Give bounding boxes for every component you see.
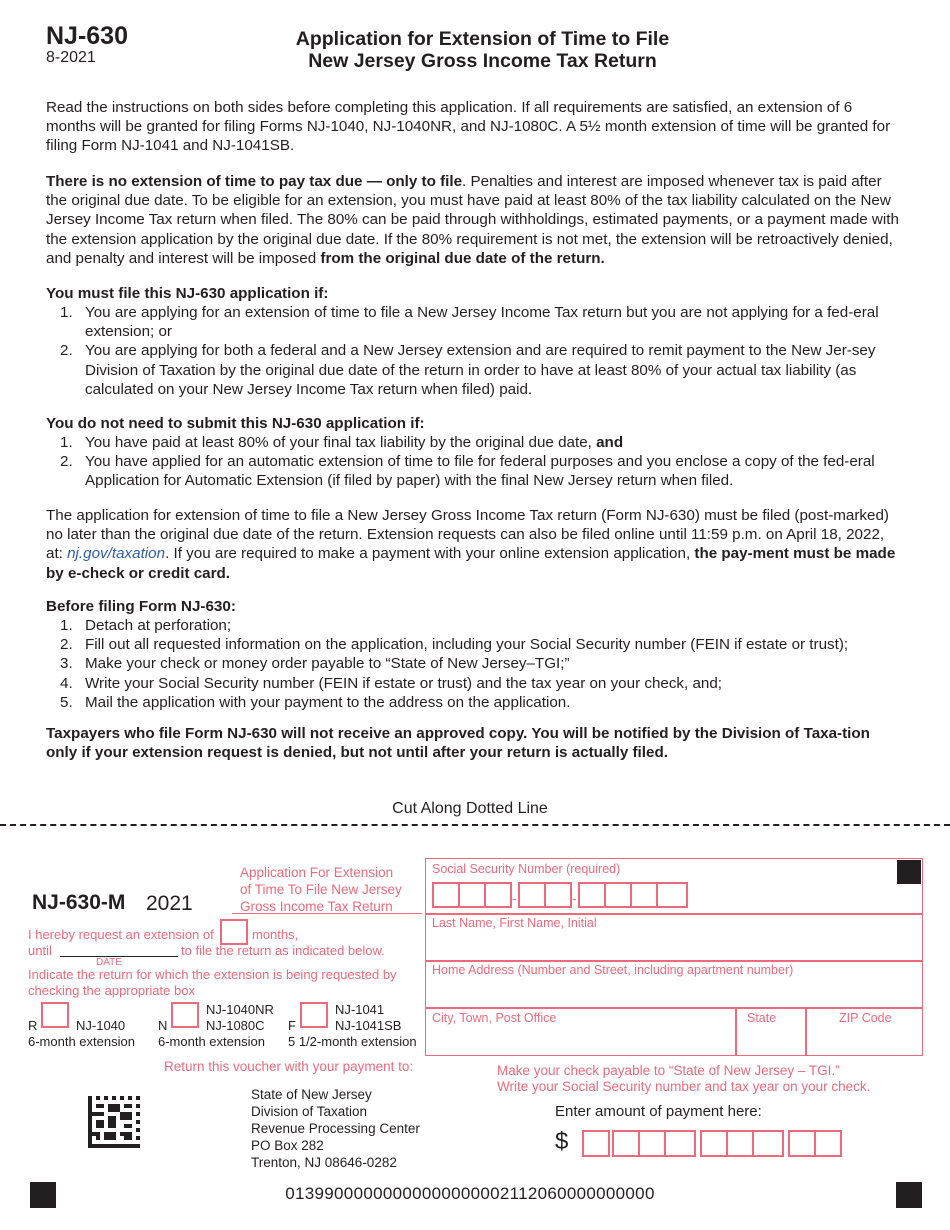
check-ssn-text: Write your Social Security number and tax year on your check. bbox=[497, 1079, 871, 1094]
payment-text: . Penalties and interest are imposed whenever tax is paid after the original due date. To be eligible for an extension, you must have paid at least 80% of the tax liability calculated on the New Jersey Income Tax return when filed. The 80% can be paid through withholdings, estimated payments, or a payment made with the extension application by the original due date. If the 80% requirement is not met, the extension will be retroactively denied, and penalty and interest will be imposed bbox=[46, 173, 899, 267]
must-file-list bbox=[46, 303, 904, 399]
ssn-separator: - bbox=[572, 890, 577, 906]
online-bold: the pay-ment must be made by e-check or credit card. bbox=[46, 545, 896, 582]
list-text: Write your Social Security number (FEIN if estate or trust) and the tax year on your check, and; bbox=[85, 674, 723, 692]
ssn-digit[interactable] bbox=[518, 882, 546, 908]
payment-cents-digit[interactable] bbox=[788, 1130, 816, 1157]
list-bold: and bbox=[596, 434, 624, 451]
not-needed-list bbox=[46, 433, 904, 491]
intro-paragraph: Read the instructions on both sides before completing this application. If all requirements are satisfied, an extension of 6 months will be granted for filing Forms NJ-1040, NJ-1040NR, and NJ-1080C. A 5½ month extension of time will be granted for filing Form NJ-1041 and NJ-1041SB. bbox=[46, 99, 891, 155]
payment-digit[interactable] bbox=[612, 1130, 640, 1157]
payment-digit[interactable] bbox=[700, 1130, 728, 1157]
list-item bbox=[46, 674, 904, 693]
indicate-text: Indicate the return for which the extension is being requested by checking the appropriate box bbox=[28, 967, 397, 998]
checkbox-nj-1041[interactable] bbox=[300, 1002, 328, 1028]
address-line: State of New Jersey bbox=[251, 1087, 372, 1102]
list-number: 3. bbox=[60, 655, 73, 673]
list-text: You are applying for an extension of time to file a New Jersey Income Tax return but you are not applying for a fed-eral extension; or bbox=[85, 304, 879, 341]
option-ext-nj-1041: 5 1/2-month extension bbox=[288, 1034, 417, 1049]
ssn-digit[interactable] bbox=[484, 882, 512, 908]
voucher-year: 2021 bbox=[146, 892, 193, 915]
option-code-r: R bbox=[28, 1018, 38, 1033]
payment-digit[interactable] bbox=[582, 1130, 610, 1157]
ssn-digit[interactable] bbox=[432, 882, 460, 908]
online-text-2: . If you are required to make a payment with your online extension application, bbox=[165, 545, 695, 563]
before-filing-list bbox=[46, 616, 904, 712]
list-item bbox=[46, 303, 904, 341]
app-title-underline bbox=[232, 913, 422, 914]
app-title-line: Gross Income Tax Return bbox=[240, 899, 393, 914]
list-number: 5. bbox=[60, 693, 73, 711]
option-form-nj-1041: NJ-1041 bbox=[335, 1002, 385, 1017]
address-line: PO Box 282 bbox=[251, 1138, 324, 1153]
mailing-address bbox=[251, 1086, 420, 1171]
ssn-digit[interactable] bbox=[544, 882, 572, 908]
form-number: NJ-630 bbox=[46, 22, 128, 50]
list-item bbox=[46, 341, 904, 399]
ssn-digit[interactable] bbox=[656, 882, 688, 908]
online-text-1: The application for extension of time to file a New Jersey Gross Income Tax return (Form NJ-630) must be filed (post-marked) no later than the original due date of the return. Extension requests can also be filed online until 11:59 p.m. on April 18, 2022, at: bbox=[46, 507, 889, 563]
list-item bbox=[46, 433, 904, 452]
zip-label: ZIP Code bbox=[839, 1011, 892, 1025]
voucher-app-title bbox=[240, 864, 402, 915]
date-caption: DATE bbox=[96, 957, 122, 968]
must-file-heading: You must file this NJ-630 application if: bbox=[46, 285, 329, 302]
form-version: 8-2021 bbox=[46, 49, 96, 66]
payment-paragraph bbox=[46, 172, 904, 268]
option-ext-nj-1040: 6-month extension bbox=[28, 1034, 135, 1049]
payment-bold-tail: from the original due date of the return. bbox=[320, 249, 605, 267]
payment-cents-digit[interactable] bbox=[814, 1130, 842, 1157]
dollar-sign: $ bbox=[555, 1128, 569, 1155]
list-item bbox=[46, 452, 904, 490]
name-label: Last Name, First Name, Initial bbox=[432, 916, 597, 930]
ssn-label: Social Security Number (required) bbox=[432, 862, 621, 876]
not-needed-heading: You do not need to submit this NJ-630 application if: bbox=[46, 415, 425, 432]
cut-line-label: Cut Along Dotted Line bbox=[392, 800, 548, 817]
home-address-label: Home Address (Number and Street, including apartment number) bbox=[432, 963, 794, 977]
payment-digit[interactable] bbox=[638, 1130, 666, 1157]
list-number: 2. bbox=[60, 342, 73, 360]
until-text: to file the return as indicated below. bbox=[181, 943, 385, 958]
before-filing-heading: Before filing Form NJ-630: bbox=[46, 598, 236, 615]
option-code-n: N bbox=[158, 1018, 168, 1033]
option-code-f: F bbox=[288, 1018, 296, 1033]
return-voucher-text: Return this voucher with your payment to: bbox=[164, 1059, 414, 1074]
list-item bbox=[46, 693, 904, 712]
list-text: You have applied for an automatic extension of time to file for federal purposes and you enclose a copy of the fed-eral Application for Automatic Extension (if filed by paper) with the final New Jersey return when filed. bbox=[85, 453, 875, 490]
payment-bold-lead: There is no extension of time to pay tax due — only to file bbox=[46, 173, 463, 190]
option-form-nj-1080c: NJ-1080C bbox=[206, 1018, 265, 1033]
option-ext-nj-1040nr: 6-month extension bbox=[158, 1034, 265, 1049]
option-form-nj-1040: NJ-1040 bbox=[76, 1018, 126, 1033]
list-number: 1. bbox=[60, 304, 73, 321]
check-payable-text: Make your check payable to “State of New Jersey – TGI.” bbox=[497, 1063, 840, 1078]
registration-mark bbox=[897, 860, 921, 884]
payment-digit[interactable] bbox=[664, 1130, 696, 1157]
form-title bbox=[210, 28, 755, 72]
taxation-link[interactable]: nj.gov/taxation bbox=[67, 545, 166, 563]
list-text: Mail the application with your payment to the address on the application. bbox=[85, 693, 571, 711]
city-label: City, Town, Post Office bbox=[432, 1011, 557, 1025]
state-label: State bbox=[747, 1011, 777, 1025]
ssn-digit[interactable] bbox=[630, 882, 658, 908]
list-number: 2. bbox=[60, 453, 73, 471]
app-title-line: of Time To File New Jersey bbox=[240, 882, 402, 897]
checkbox-nj-1040[interactable] bbox=[41, 1002, 69, 1028]
qr-code bbox=[88, 1096, 140, 1148]
scan-line-number: 01399000000000000000002112060000000000 bbox=[285, 1184, 655, 1203]
list-number: 2. bbox=[60, 636, 73, 654]
ssn-digit[interactable] bbox=[604, 882, 632, 908]
list-number: 1. bbox=[60, 434, 73, 451]
title-line-2: New Jersey Gross Income Tax Return bbox=[308, 50, 657, 72]
list-text: You have paid at least 80% of your final tax liability by the original due date, bbox=[85, 434, 597, 451]
perforation-line bbox=[0, 824, 950, 826]
request-text: I hereby request an extension of bbox=[28, 927, 214, 942]
ssn-separator: - bbox=[512, 890, 517, 906]
payment-digit[interactable] bbox=[752, 1130, 784, 1157]
address-line: Trenton, NJ 08646-0282 bbox=[251, 1155, 397, 1170]
ssn-digit[interactable] bbox=[578, 882, 606, 908]
list-text: Make your check or money order payable to “State of New Jersey–TGI;” bbox=[85, 655, 570, 673]
months-input[interactable] bbox=[220, 919, 248, 945]
option-form-nj-1041sb: NJ-1041SB bbox=[335, 1018, 402, 1033]
address-line: Division of Taxation bbox=[251, 1104, 368, 1119]
until-label: until bbox=[28, 943, 52, 958]
list-item bbox=[46, 654, 904, 673]
title-line-1: Application for Extension of Time to File bbox=[295, 28, 670, 50]
online-paragraph bbox=[46, 506, 904, 583]
list-item bbox=[46, 616, 904, 635]
list-item bbox=[46, 635, 904, 654]
list-text: Fill out all requested information on the application, including your Social Security number (FEIN if estate or trust); bbox=[85, 636, 849, 654]
payment-label: Enter amount of payment here: bbox=[555, 1103, 762, 1120]
list-number: 4. bbox=[60, 674, 73, 692]
address-line: Revenue Processing Center bbox=[251, 1121, 420, 1136]
list-text: Detach at perforation; bbox=[85, 617, 232, 634]
list-number: 1. bbox=[60, 617, 73, 634]
option-form-nj-1040nr: NJ-1040NR bbox=[206, 1002, 274, 1017]
app-title-line: Application For Extension bbox=[240, 865, 394, 880]
checkbox-nj-1040nr[interactable] bbox=[171, 1002, 199, 1028]
months-label: months, bbox=[252, 927, 299, 942]
list-text: You are applying for both a federal and a New Jersey extension and are required to remit payment to the New Jer-sey Division of Taxation by the original due date of the return in order to have at least 80% of your actual tax liability (as calculated on your New Jersey Income Tax return when filed) paid. bbox=[85, 342, 876, 398]
ssn-digit[interactable] bbox=[458, 882, 486, 908]
voucher-form-id: NJ-630-M bbox=[32, 891, 126, 914]
payment-digit[interactable] bbox=[726, 1130, 754, 1157]
notice-paragraph: Taxpayers who file Form NJ-630 will not receive an approved copy. You will be notified by the Division of Taxa-tion only if your extension request is denied, but not until after your return is actually filed. bbox=[46, 725, 870, 762]
